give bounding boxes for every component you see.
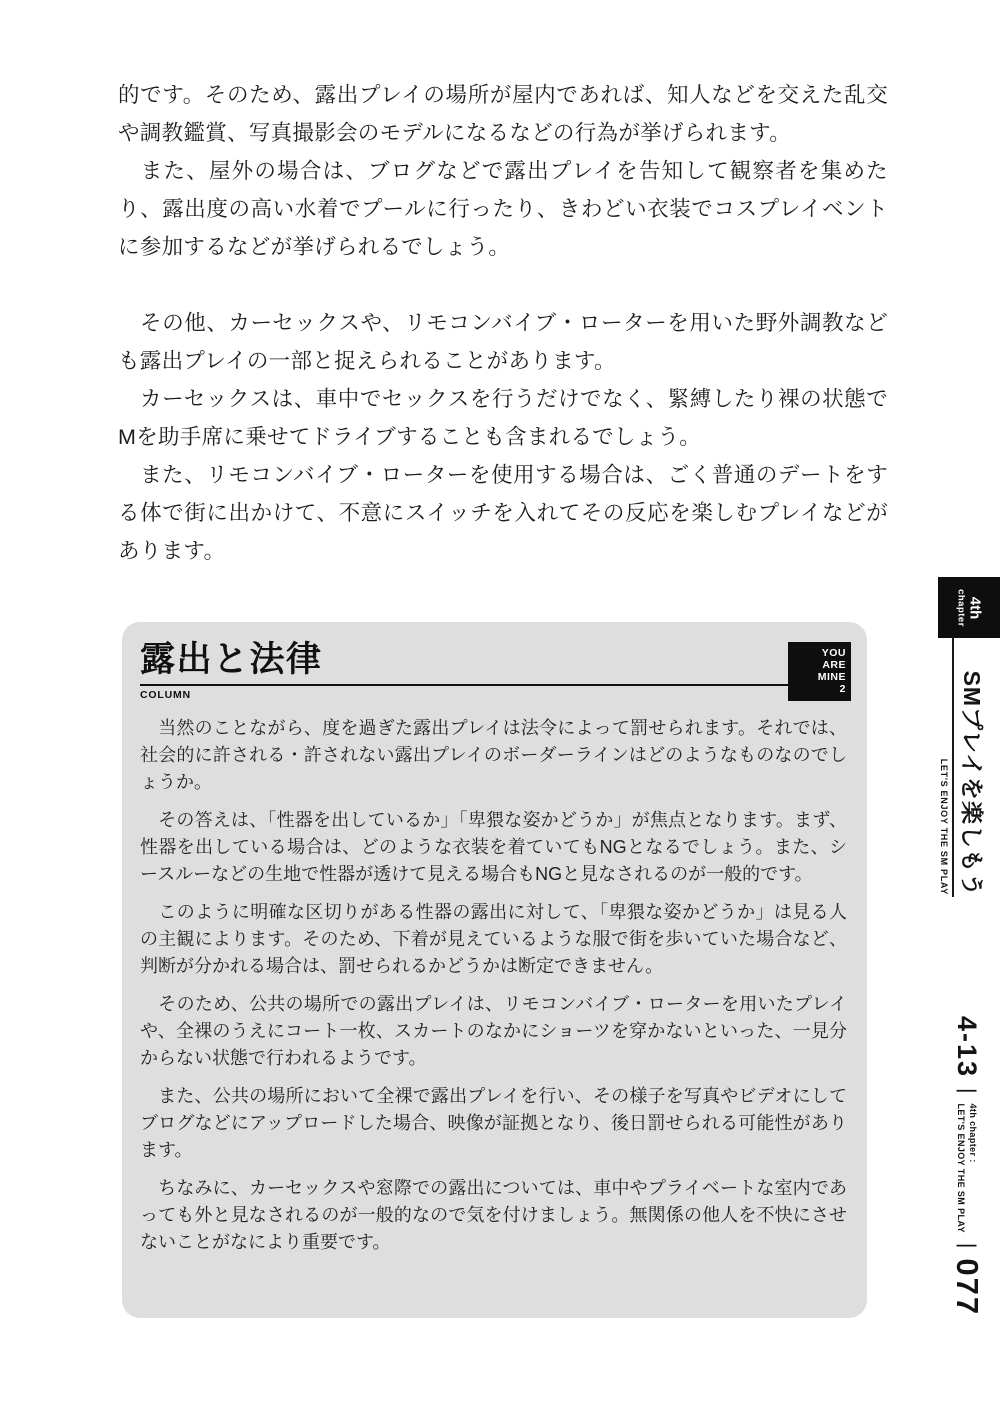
section-number: 4-13: [952, 1016, 983, 1079]
column-title-rule: [140, 684, 791, 686]
sidebar-footer: [949, 1016, 985, 1336]
section-title-japanese: SMプレイを楽しもう: [952, 637, 986, 897]
chapter-caption: [955, 1104, 979, 1233]
sidebar-section-title: [939, 637, 986, 897]
chapter-caption-line2: LET'S ENJOY THE SM PLAY: [956, 1103, 966, 1233]
text-block: [118, 76, 888, 266]
separator-bar: |: [956, 1088, 979, 1094]
body-paragraph: また、リモコンバイブ・ローターを使用する場合は、ごく普通のデートをする体で街に出かけて、不意にスイッチを入れてその反応を楽しむプレイなどがあります。: [118, 463, 888, 563]
chapter-word: chapter: [955, 588, 967, 627]
column-body: [140, 715, 847, 1256]
chapter-tab: [938, 577, 1000, 638]
column-label: COLUMN: [140, 689, 191, 702]
badge-line: ARE: [822, 659, 846, 671]
chapter-tab-text: [956, 589, 983, 627]
column-paragraph: また、公共の場所において全裸で露出プレイを行い、その様子を写真やビデオにしてブログなどにアップロードした場合、映像が証拠となり、後日罰せられる可能性があります。: [140, 1086, 847, 1161]
badge-line: 2: [839, 683, 846, 695]
column-paragraph: 当然のことながら、度を過ぎた露出プレイは法令によって罰せられます。それでは、社会的に許される・許されない露出プレイのボーダーラインはどのようなものなのでしょうか。: [140, 718, 847, 793]
page-number: 077: [950, 1258, 985, 1317]
separator-bar: |: [956, 1242, 979, 1249]
column-header: [140, 640, 791, 701]
column-paragraph: ちなみに、カーセックスや窓際での露出については、車中やプライベートな室内であっても外と見なされるのが一般的なので気を付けましょう。無関係の他人を不快にさせないことがなにより重要です。: [140, 1178, 847, 1253]
chapter-caption-line1: 4th chapter :: [968, 1103, 979, 1163]
body-paragraph: その他、カーセックスや、リモコンバイブ・ローターを用いた野外調教なども露出プレイの一部と捉えられることがあります。: [118, 311, 888, 373]
you-are-mine-badge: [788, 642, 851, 701]
badge-line: MINE: [817, 671, 846, 683]
chapter-number: 4th: [966, 596, 984, 619]
main-text: [118, 76, 888, 570]
column-paragraph: このように明確な区切りがある性器の露出に対して、「卑猥な姿かどうか」は見る人の主観によります。そのため、下着が見えているような服で街を歩いていた場合など、判断が分かれる場合は、罰せられるかどうかは断定できません。: [140, 902, 847, 977]
body-paragraph: カーセックスは、車中でセックスを行うだけでなく、緊縛したり裸の状態でMを助手席に乗せてドライブすることも含まれるでしょう。: [118, 387, 888, 449]
column-paragraph: そのため、公共の場所での露出プレイは、リモコンバイブ・ローターを用いたプレイや、全裸のうえにコート一枚、スカートのなかにショーツを穿かないといった、一見分からない状態で行われるようです。: [140, 994, 847, 1069]
column-box: [122, 622, 867, 1318]
column-title: 露出と法律: [140, 640, 323, 679]
text-block: [118, 304, 888, 570]
body-paragraph: また、屋外の場合は、ブログなどで露出プレイを告知して観察者を集めたり、露出度の高い水着でプールに行ったり、きわどい衣装でコスプレイベントに参加するなどが挙げられるでしょう。: [118, 159, 888, 259]
column-paragraph: その答えは、「性器を出しているか」「卑猥な姿かどうか」が焦点となります。まず、性器を出している場合は、どのような衣装を着ていてもNGとなるでしょう。また、シースルーなどの生地で性器が透けて見える場合もNGと見なされるのが一般的です。: [140, 810, 847, 885]
section-title-english: LET'S ENJOY THE SM PLAY: [939, 758, 950, 895]
badge-line: YOU: [821, 647, 846, 659]
body-paragraph: 的です。そのため、露出プレイの場所が屋内であれば、知人などを交えた乱交や調教鑑賞、写真撮影会のモデルになるなどの行為が挙げられます。: [118, 83, 888, 145]
